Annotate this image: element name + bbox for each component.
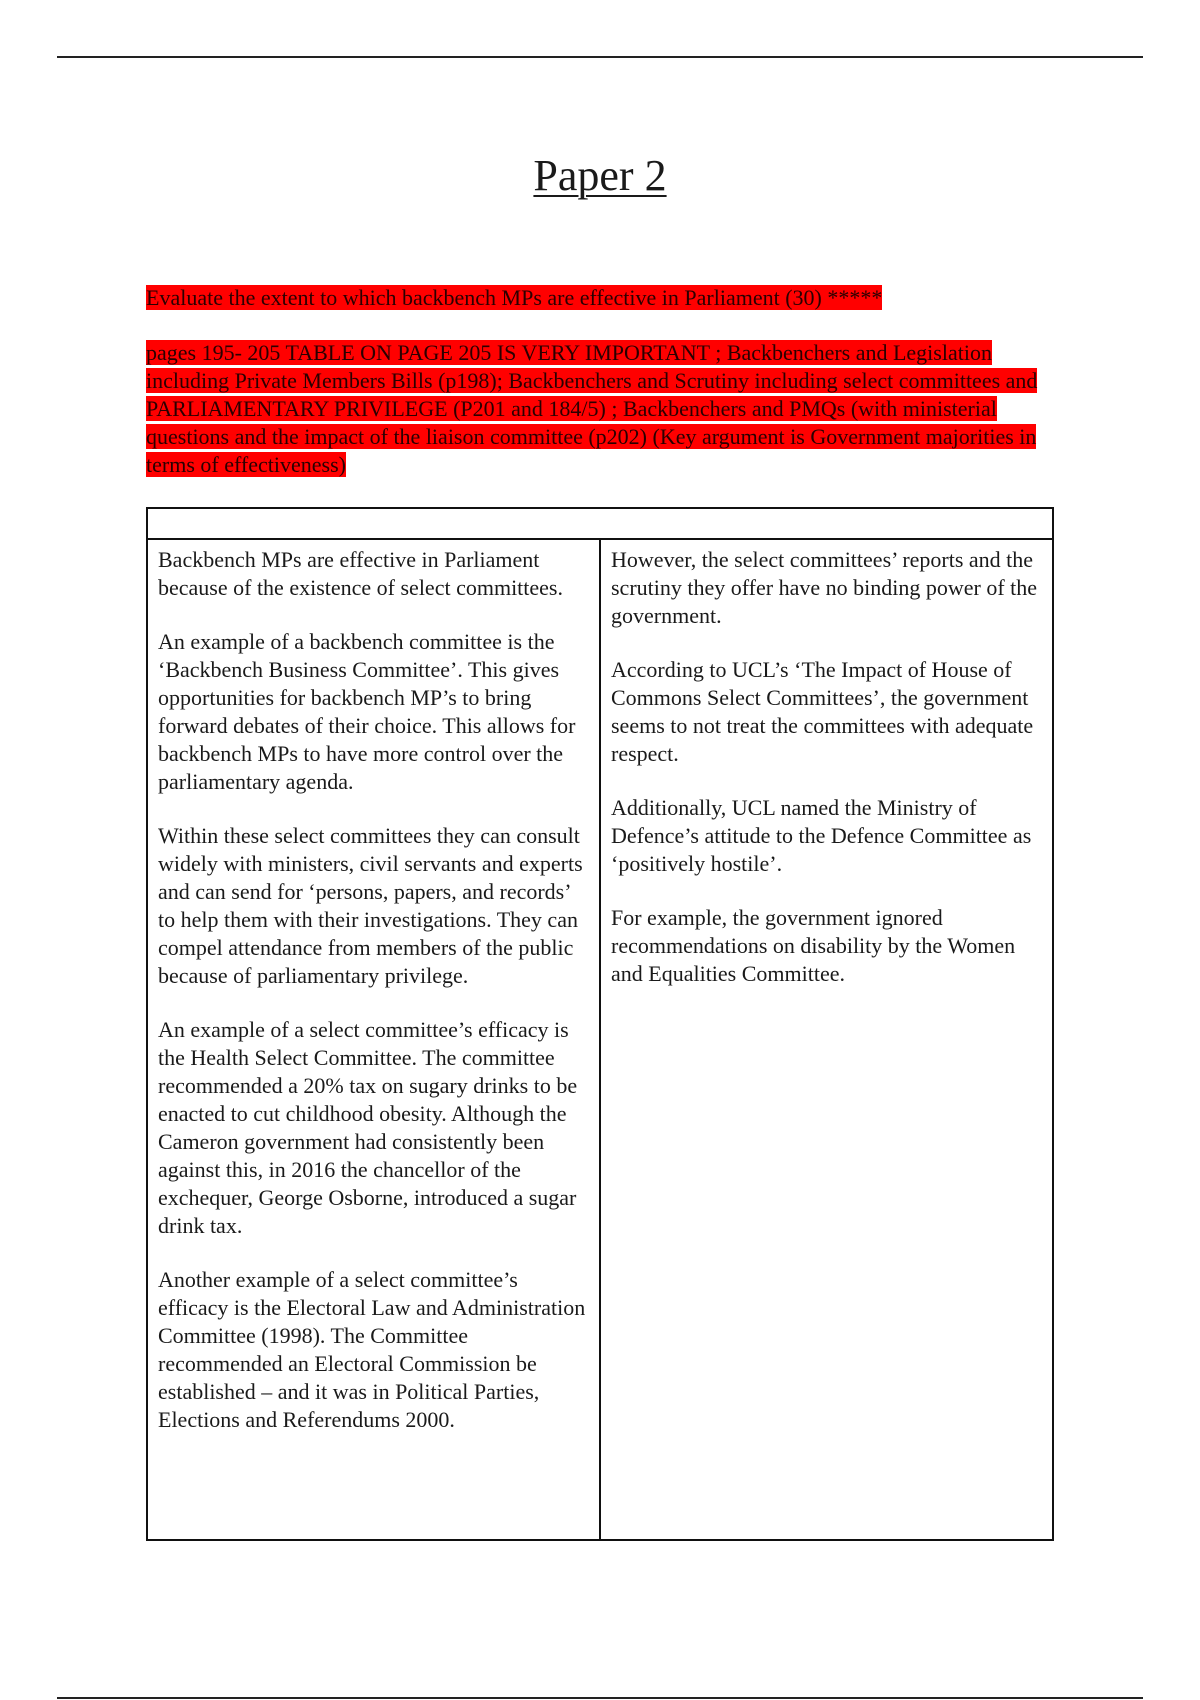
argument-table [146, 507, 1054, 1541]
page-title-text: Paper 2 [533, 151, 667, 200]
table-header-row [148, 509, 1052, 540]
paragraph: An example of a backbench committee is the ‘Backbench Business Committee’. This gives opportunities for backbench MP’s to bring forward debates of their choice. This allows for backbench MPs to have more control over the parliamentary agenda. [158, 629, 576, 794]
paragraph: However, the select committees’ reports and the scrutiny they offer have no binding power of the government. [611, 547, 1038, 628]
paragraph: Additionally, UCL named the Ministry of Defence’s attitude to the Defence Committee as ‘positively hostile’. [611, 795, 1032, 876]
bottom-rule [57, 1697, 1143, 1699]
revision-notes-text: pages 195- 205 TABLE ON PAGE 205 IS VERY IMPORTANT ; Backbenchers and Legislation including Private Members Bills (p198); Backbenchers and Scrutiny including select committees and PARLIAMENTARY PRIVILEGE (P201 and 184/5) ; Backbenchers and PMQs (with ministerial questions and the impact of the liaison committee (p202) (Key argument is Government majorities in terms of effectiveness) [146, 340, 1038, 477]
table-cell-for [148, 540, 601, 1539]
paragraph: Another example of a select committee’s efficacy is the Electoral Law and Administration Committee (1998). The Committee recommended an Electoral Commission be established – and it was in Political Parties, Elections and Referendums 2000. [158, 1267, 586, 1432]
paragraph: For example, the government ignored recommendations on disability by the Women and Equalities Committee. [611, 905, 1016, 986]
essay-question-text: Evaluate the extent to which backbench MPs are effective in Parliament (30) ***** [146, 285, 883, 310]
essay-question [146, 284, 1046, 312]
top-rule [57, 56, 1143, 58]
paragraph: Within these select committees they can consult widely with ministers, civil servants and experts and can send for ‘persons, papers, and records’ to help them with their investigations. They can compel attendance from members of the public because of parliamentary privilege. [158, 823, 583, 988]
table-cell-against [601, 540, 1052, 1539]
paragraph: According to UCL’s ‘The Impact of House of Commons Select Committees’, the government seems to not treat the committees with adequate respect. [611, 657, 1034, 766]
paragraph: Backbench MPs are effective in Parliament because of the existence of select committees. [158, 547, 563, 600]
page-title [0, 146, 1200, 206]
paragraph: An example of a select committee’s efficacy is the Health Select Committee. The committee recommended a 20% tax on sugary drinks to be enacted to cut childhood obesity. Although the Cameron government had consistently been against this, in 2016 the chancellor of the exchequer, George Osborne, introduced a sugar drink tax. [158, 1017, 578, 1238]
revision-notes [146, 339, 1046, 479]
table-body-row [148, 540, 1052, 1539]
